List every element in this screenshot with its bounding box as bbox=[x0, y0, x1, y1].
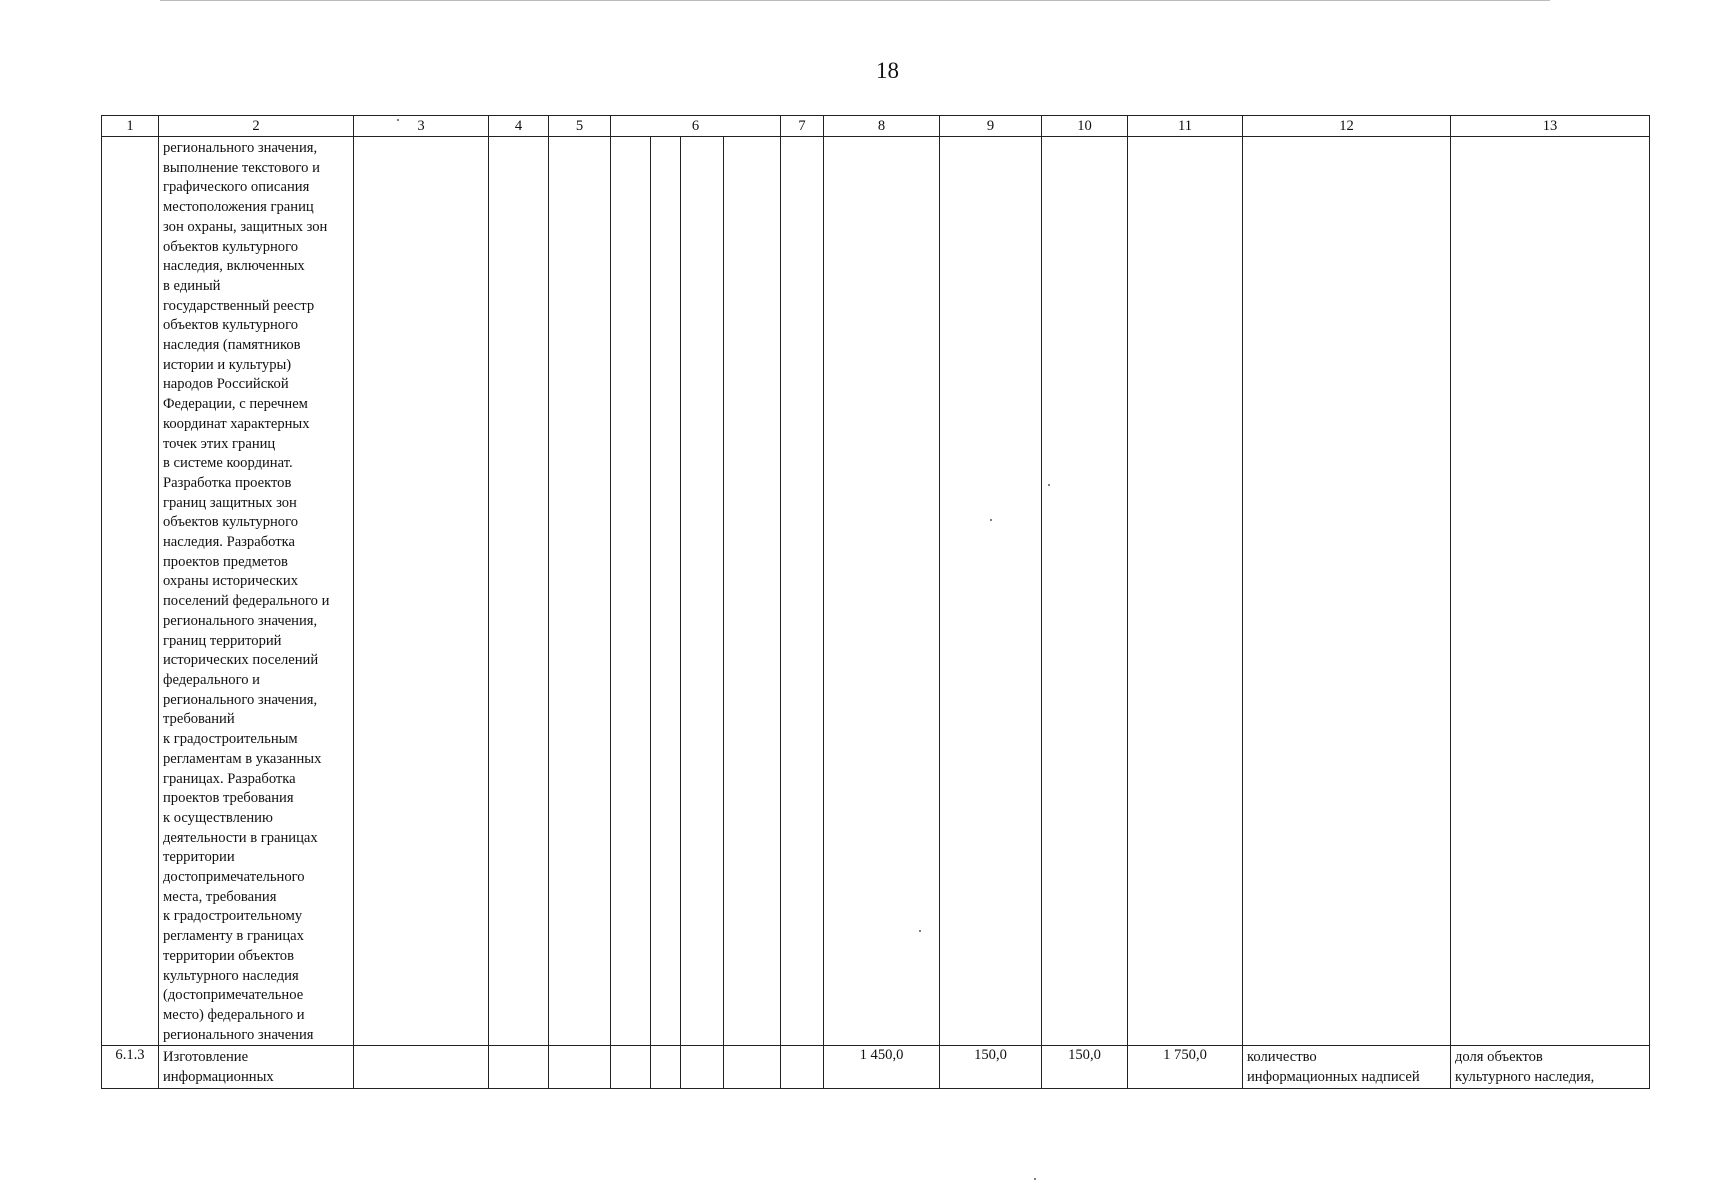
table-cell bbox=[651, 1046, 681, 1089]
scan-speck bbox=[919, 930, 921, 932]
header-cell: 9 bbox=[940, 116, 1042, 137]
table-cell bbox=[1451, 137, 1650, 1046]
header-cell: 13 bbox=[1451, 116, 1650, 137]
table-row bbox=[102, 1046, 1650, 1089]
scan-speck bbox=[1034, 1178, 1036, 1180]
header-cell: 10 bbox=[1042, 116, 1128, 137]
indicator-name: количество информационных надписей bbox=[1243, 1046, 1451, 1089]
table-cell bbox=[781, 137, 824, 1046]
table-cell bbox=[549, 137, 611, 1046]
table-cell bbox=[611, 137, 651, 1046]
table-cell bbox=[651, 137, 681, 1046]
amount-col11: 1 750,0 bbox=[1128, 1046, 1243, 1089]
indicator-target: доля объектов культурного наследия, bbox=[1451, 1046, 1650, 1089]
table-cell bbox=[781, 1046, 824, 1089]
header-cell: 6 bbox=[611, 116, 781, 137]
header-cell: 4 bbox=[489, 116, 549, 137]
scan-speck bbox=[990, 519, 992, 521]
activity-description: Изготовление информационных bbox=[159, 1046, 354, 1089]
table-row bbox=[102, 137, 1650, 1046]
table-cell bbox=[354, 137, 489, 1046]
table-cell bbox=[102, 137, 159, 1046]
row-number: 6.1.3 bbox=[102, 1046, 159, 1089]
table-cell bbox=[724, 1046, 781, 1089]
header-cell: 11 bbox=[1128, 116, 1243, 137]
table-cell bbox=[354, 1046, 489, 1089]
table-cell bbox=[681, 1046, 724, 1089]
table-cell bbox=[489, 1046, 549, 1089]
table-cell bbox=[824, 137, 940, 1046]
amount-col9: 150,0 bbox=[940, 1046, 1042, 1089]
header-cell: 5 bbox=[549, 116, 611, 137]
table-cell bbox=[940, 137, 1042, 1046]
page-number: 18 bbox=[876, 58, 899, 83]
header-cell: 8 bbox=[824, 116, 940, 137]
amount-col10: 150,0 bbox=[1042, 1046, 1128, 1089]
program-table bbox=[101, 115, 1650, 1089]
scan-speck bbox=[397, 119, 399, 121]
table-cell bbox=[489, 137, 549, 1046]
table-cell bbox=[1128, 137, 1243, 1046]
amount-col8: 1 450,0 bbox=[824, 1046, 940, 1089]
header-row bbox=[102, 116, 1650, 137]
header-cell: 2 bbox=[159, 116, 354, 137]
table-cell bbox=[724, 137, 781, 1046]
header-cell: 12 bbox=[1243, 116, 1451, 137]
table-cell bbox=[1243, 137, 1451, 1046]
table-cell bbox=[611, 1046, 651, 1089]
table-cell bbox=[549, 1046, 611, 1089]
header-cell: 3 bbox=[354, 116, 489, 137]
activity-description: регионального значения, выполнение текстового и графического описания местоположения границ зон охраны, защитных зон объектов культурного наследия, включенных в единый государственный реестр объектов культурного наследия (памятников истории и культуры) народов Российской Федерации, с перечнем координат характерных точек этих границ в системе координат. Разработка проектов границ защитных зон объектов культурного наследия. Разработка проектов предметов охраны исторических поселений федерального и регионального значения, границ территорий исторических поселений федерального и регионального значения, требований к градостроительным регламентам в указанных границах. Разработка проектов требования к осуществлению деятельности в границах территории достопримечательного места, требования к градостроительному регламенту в границах территории объектов культурного наследия (достопримечательное место) федерального и регионального значения bbox=[159, 137, 354, 1046]
table-cell bbox=[1042, 137, 1128, 1046]
header-cell: 7 bbox=[781, 116, 824, 137]
table-cell bbox=[681, 137, 724, 1046]
scan-speck bbox=[1048, 484, 1050, 486]
top-edge-rule bbox=[160, 0, 1550, 1]
header-cell: 1 bbox=[102, 116, 159, 137]
